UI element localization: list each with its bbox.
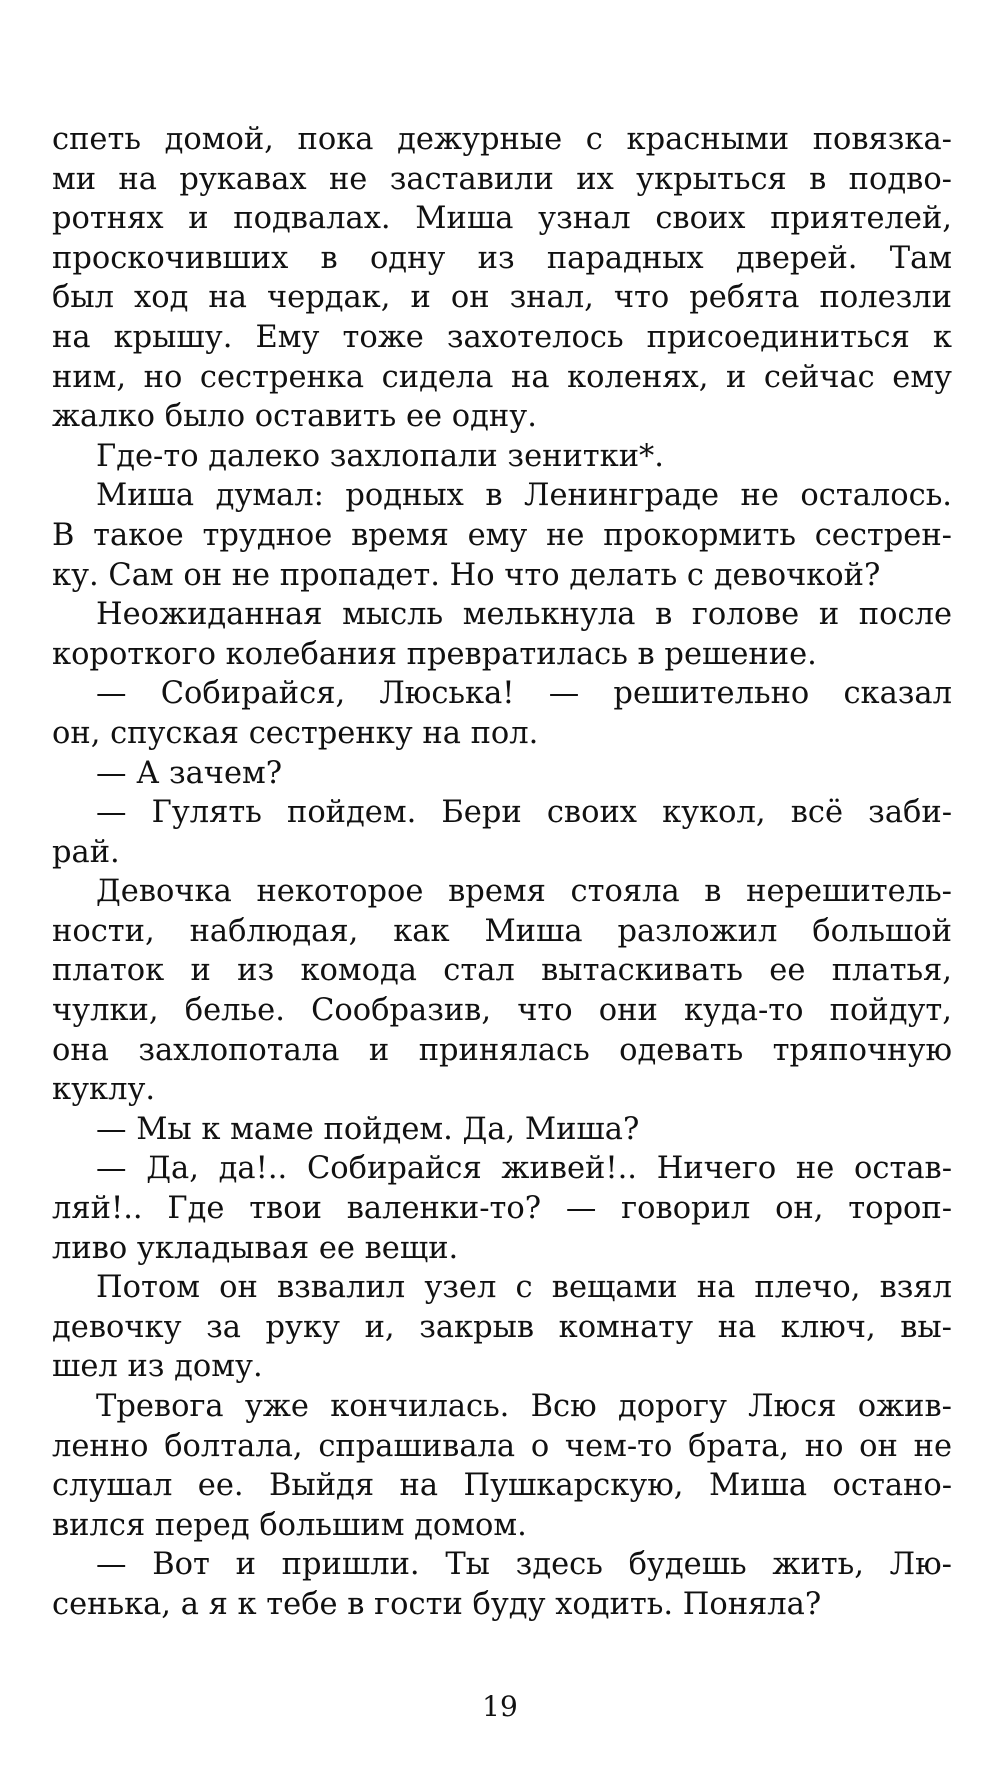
text-line: он, спуская сестренку на пол.: [52, 715, 539, 751]
text-line: спеть домой, пока дежурные с красными повязка-: [52, 122, 952, 157]
paragraph: [52, 1268, 952, 1387]
text-line: Девочка некоторое время стояла в нерешитель-: [96, 874, 952, 910]
text-line: ку. Сам он не пропадет. Но что делать с девочкой?: [52, 557, 881, 593]
paragraph: [52, 1149, 952, 1268]
paragraph: [52, 754, 952, 794]
text-line: сенька, а я к тебе в гости буду ходить. Поняла?: [52, 1586, 822, 1622]
text-line: Неожиданная мысль мелькнула в голове и после: [96, 597, 952, 633]
page-number: 19: [482, 1690, 518, 1723]
paragraph: [52, 476, 952, 595]
text-line: ротнях и подвалах. Миша узнал своих приятелей,: [52, 201, 952, 237]
paragraph: [52, 1545, 952, 1624]
text-line: — Собирайся, Люська! — решительно сказал: [96, 676, 952, 712]
text-line: проскочивших в одну из парадных дверей. Там: [52, 240, 952, 276]
text-line: — Вот и пришли. Ты здесь будешь жить, Лю-: [96, 1547, 952, 1583]
paragraph: [52, 437, 952, 477]
text-line: ним, но сестренка сидела на коленях, и сейчас ему: [52, 359, 952, 395]
text-line: — Мы к маме пойдем. Да, Миша?: [96, 1111, 640, 1147]
text-line: — А зачем?: [96, 755, 283, 791]
text-line: В такое трудное время ему не прокормить сестрен-: [52, 517, 952, 553]
text-line: на крышу. Ему тоже захотелось присоединиться к: [52, 319, 952, 355]
text-line: шел из дому.: [52, 1349, 263, 1385]
text-line: чулки, белье. Сообразив, что они куда-то пойдут,: [52, 993, 952, 1029]
text-line: она захлопотала и принялась одевать тряпочную: [52, 1032, 952, 1068]
paragraph: [52, 595, 952, 674]
body-text: [52, 120, 952, 1625]
text-line: ности, наблюдая, как Миша разложил большой: [52, 913, 952, 949]
text-line: ми на рукавах не заставили их укрыться в подво-: [52, 161, 952, 197]
text-line: Миша думал: родных в Ленинграде не осталось.: [96, 478, 952, 514]
text-line: куклу.: [52, 1072, 156, 1108]
text-line: — Да, да!.. Собирайся живей!.. Ничего не остав-: [96, 1151, 952, 1187]
text-line: — Гулять пойдем. Бери своих кукол, всё заби-: [96, 795, 952, 831]
text-line: ляй!.. Где твои валенки-то? — говорил он, тороп-: [52, 1191, 952, 1227]
text-line: девочку за руку и, закрыв комнату на ключ, вы-: [52, 1309, 952, 1345]
paragraph: [52, 1387, 952, 1545]
text-line: ленно болтала, спрашивала о чем-то брата, но он не: [52, 1428, 952, 1464]
text-line: короткого колебания превратилась в решение.: [52, 636, 817, 672]
text-line: Потом он взвалил узел с вещами на плечо, взял: [96, 1270, 952, 1306]
text-line: ливо укладывая ее вещи.: [52, 1230, 459, 1266]
paragraph: [52, 793, 952, 872]
text-line: платок и из комода стал вытаскивать ее платья,: [52, 953, 952, 989]
text-line: Тревога уже кончилась. Всю дорогу Люся ожив-: [96, 1389, 952, 1424]
paragraph: [52, 872, 952, 1110]
paragraph: [52, 1110, 952, 1150]
text-line: был ход на чердак, и он знал, что ребята полезли: [52, 280, 952, 316]
text-line: вился перед большим домом.: [52, 1507, 527, 1543]
text-line: жалко было оставить ее одну.: [52, 399, 537, 435]
paragraph: [52, 120, 952, 437]
text-line: Где-то далеко захлопали зенитки*.: [96, 438, 664, 474]
text-line: слушал ее. Выйдя на Пушкарскую, Миша остано-: [52, 1468, 952, 1504]
paragraph: [52, 674, 952, 753]
text-line: рай.: [52, 834, 120, 870]
